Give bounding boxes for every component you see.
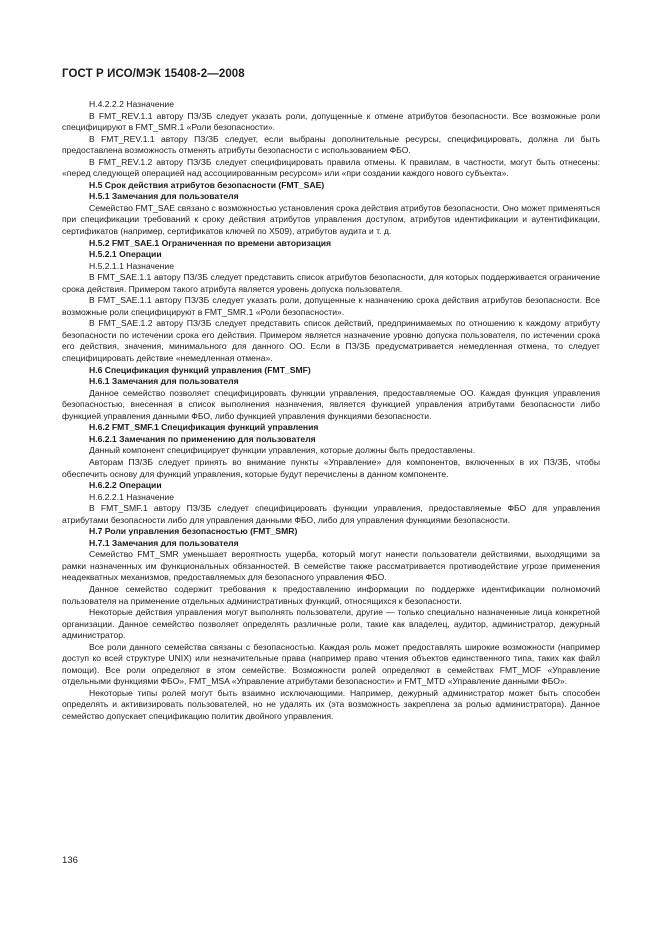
paragraph: Н.6.2.2.1 Назначение bbox=[89, 491, 175, 502]
paragraph: Некоторые типы ролей могут быть взаимно исключающими. Например, дежурный администратор может быть способен определять и активизировать пользователей, но не удалять их (эта возможность закреплена за ролью администратора). Данное семейство допускает спецификацию политик двойного управления. bbox=[62, 687, 600, 721]
section-heading: Н.6.1 Замечания для пользователя bbox=[89, 376, 239, 387]
paragraph: Данное семейство содержит требования к предоставлению информации по поддержке идентификации полномочий пользователя на применение отдельных административных функций, относящихся к безопасности. bbox=[62, 583, 600, 606]
paragraph: В FMT_SMF.1 автору ПЗ/ЗБ следует специфицировать функции управления, предоставляемые ФБО для управления атрибутами безопасности либо для управления данными ФБО, либо для управления функциями безопасности. bbox=[62, 503, 600, 525]
paragraph: Некоторые действия управления могут выполнять пользователи, другие — только специально назначенные лица конкретной организации. Данное семейство позволяет определять различные роли, такие как владелец, аудитор, администратор, дежурный администратор. bbox=[62, 607, 600, 641]
paragraph: Семейство FMT_SMR уменьшает вероятность ущерба, который могут нанести пользователи действиями, выходящими за рамки назначенных им функциональных обязанностей. В семействе также рассматривается противодействие угрозе применения неадекватных механизмов, предоставляемых для безопасного управления ФБО. bbox=[62, 549, 600, 583]
paragraph: Н.5.2.1.1 Назначение bbox=[89, 260, 175, 271]
paragraph: Данное семейство позволяет специфицировать функции управления, предоставляемые ОО. Каждая функция управления безопасностью, внесенная в список выполнения назначения, является функцией управления атрибутами безопасности либо функцией управления данными ФБО, либо функцией управления функциями безопасности. bbox=[62, 387, 600, 421]
document-body bbox=[62, 99, 600, 723]
document-header: ГОСТ Р ИСО/МЭК 15408-2—2008 bbox=[62, 68, 245, 80]
paragraph: Авторам ПЗ/ЗБ следует принять во внимание пункты «Управление» для компонентов, включенных в их ПЗ/ЗБ, чтобы обеспечить основу для функций управления, которые будут перечислены в данном компоненте. bbox=[62, 456, 600, 479]
paragraph: Все роли данного семейства связаны с безопасностью. Каждая роль может предоставлять широкие возможности (например доступ ко всей структуре UNIX) или незначительные права (например право чтения объектов единственного типа, таких как файл помощи). Все роли определяют в этом семействе. Возможности ролей определяют в семействах FMT_MOF «Управление отдельными функциями ФБО», FMT_MSA «Управление атрибутами безопасности» и FMT_MTD «Управление данными ФБО». bbox=[62, 641, 600, 687]
paragraph: Данный компонент специфицирует функции управления, которые должны быть предоставлены. bbox=[89, 445, 476, 456]
section-heading: Н.6.2.1 Замечания по применению для пользователя bbox=[89, 433, 316, 444]
paragraph: В FMT_REV.1.2 автору ПЗ/ЗБ следует специфицировать правила отмены. К правилам, в частности, могут быть отнесены: «перед следующей операцией над ассоциированным ресурсом» или «при создании каждого нового субъекта». bbox=[62, 156, 600, 179]
section-heading: Н.7 Роли управления безопасностью (FMT_SMR) bbox=[89, 526, 298, 537]
paragraph: В FMT_SAE.1.2 автору ПЗ/ЗБ следует представить список действий, предпринимаемых по отношению к каждому атрибуту безопасности по истечении срока его действия. Примером является назначение уровню допуска пользователя, по истечении срока его действия, значения, минимального для данного ОО. Если в ПЗ/ЗБ предусматривается немедленная отмена, то следует специфицировать действие «немедленная отмена». bbox=[62, 318, 600, 364]
paragraph: В FMT_REV.1.1 автору ПЗ/ЗБ следует указать роли, допущенные к отмене атрибутов безопасности. Все возможные роли специфицируют в FMT_SMR.1 «Роли безопасности». bbox=[62, 110, 600, 133]
section-heading: Н.5.1 Замечания для пользователя bbox=[89, 191, 239, 202]
paragraph: В FMT_SAE.1.1 автору ПЗ/ЗБ следует указать роли, допущенные к назначению срока действия атрибутов безопасности. Все возможные роли специфицируют в FMT_SMR.1 «Роли безопасности». bbox=[62, 295, 600, 317]
section-heading: Н.5.2.1 Операции bbox=[89, 249, 162, 260]
section-heading: Н.5.2 FMT_SAE.1 Ограниченная по времени авторизация bbox=[89, 237, 332, 248]
section-heading: Н.6.2.2 Операции bbox=[89, 480, 162, 491]
paragraph: В FMT_REV.1.1 автору ПЗ/ЗБ следует, если выбраны дополнительные ресурсы, специфицировать, должна ли быть предоставлена возможность отменять атрибуты безопасности с использованием ФБО. bbox=[62, 133, 600, 156]
paragraph: Семейство FMT_SAE связано с возможностью установления срока действия атрибутов безопасности. Оно может применяться при спецификации требований к сроку действия атрибутов управления доступом, атрибутов идентификации и аутентификации, сертификатов (например, сертификатов ключей по X509), атрибутов аудита и т. д. bbox=[62, 202, 600, 237]
paragraph: Н.4.2.2.2 Назначение bbox=[89, 99, 175, 109]
section-heading: Н.5 Срок действия атрибутов безопасности (FMT_SAE) bbox=[89, 179, 325, 190]
paragraph: В FMT_SAE.1.1 автору ПЗ/ЗБ следует представить список атрибутов безопасности, для которых поддерживается ограничение срока действия. Примером такого атрибута является уровень допуска пользователя. bbox=[62, 272, 600, 294]
section-heading: Н.7.1 Замечания для пользователя bbox=[89, 537, 239, 548]
section-heading: Н.6 Спецификация функций управления (FMT_SMF) bbox=[89, 364, 311, 375]
page-number: 136 bbox=[62, 855, 78, 866]
section-heading: Н.6.2 FMT_SMF.1 Спецификация функций управления bbox=[89, 422, 319, 433]
